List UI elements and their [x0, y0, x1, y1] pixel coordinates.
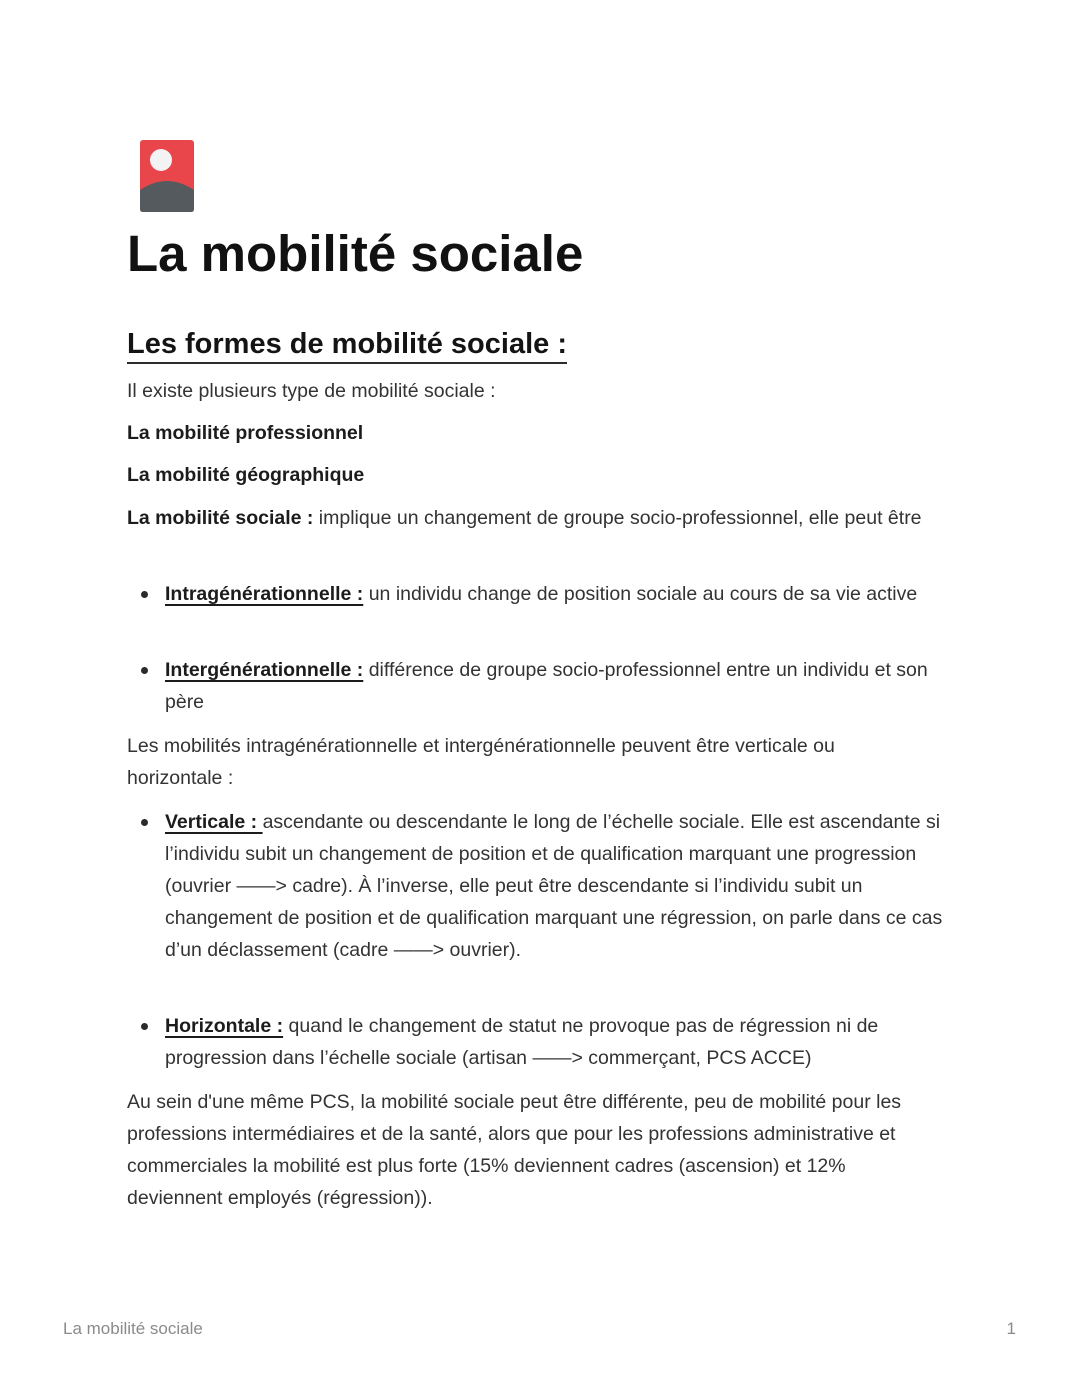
bullet-term: Intragénérationnelle : — [165, 583, 364, 605]
bullet-definition: quand le changement de statut ne provoque pas de régression ni de progression dans l’échelle sociale (artisan ——> commerçant, PCS ACCE) — [165, 1015, 879, 1069]
footer-document-title: La mobilité sociale — [63, 1319, 203, 1338]
social-mobility-term: La mobilité sociale : — [127, 507, 314, 529]
bullet-definition: ascendante ou descendante le long de l’échelle sociale. Elle est ascendante si l’individu subit un changement de position et de qualification marquant une progression (ouvrier ——> cadre). À l’inverse, elle peut être descendante si l’individu subit un changement de position et de qualification marquant une régression, on parle dans ce cas d’un déclassement (cadre ——> ouvrier). — [165, 811, 943, 961]
bullet-intragenerationnelle — [165, 578, 945, 610]
footer-page-number: 1 — [1006, 1319, 1016, 1338]
pcs-paragraph: Au sein d'une même PCS, la mobilité sociale peut être différente, peu de mobilité pour les professions intermédiaires et de la santé, alors que pour les professions administrative et commerciales la mobilité est plus forte (15% deviennent cadres (ascension) et 12% deviennent employés (régression)). — [127, 1091, 902, 1209]
mobilites-paragraph: Les mobilités intragénérationnelle et intergénérationnelle peuvent être verticale ou horizontale : — [127, 735, 835, 789]
bullet-dot — [141, 591, 148, 598]
page-title: La mobilité sociale — [127, 225, 584, 282]
bullet-intergenerationnelle — [165, 654, 945, 718]
bullet-definition: différence de groupe socio-professionnel entre un individu et son père — [165, 659, 928, 713]
intro-paragraph: Il existe plusieurs type de mobilité sociale : — [127, 380, 496, 402]
item-mobilite-geographique: La mobilité géographique — [127, 464, 365, 486]
bullet-definition: un individu change de position sociale au cours de sa vie active — [363, 583, 918, 605]
social-mobility-definition: implique un changement de groupe socio-professionnel, elle peut être — [313, 507, 922, 529]
bullet-verticale — [165, 806, 945, 966]
bullet-dot — [141, 819, 148, 826]
item-mobilite-professionnelle: La mobilité professionnel — [127, 422, 364, 444]
bullet-dot — [141, 1023, 148, 1030]
bullet-dot — [141, 667, 148, 674]
social-mobility-paragraph — [127, 502, 957, 534]
bullet-term: Intergénérationnelle : — [165, 659, 364, 681]
section-heading: Les formes de mobilité sociale : — [127, 328, 567, 364]
bullet-horizontale — [165, 1010, 945, 1074]
bookmark-card-icon — [140, 140, 194, 212]
bullet-term: Horizontale : — [165, 1015, 284, 1037]
bullet-term: Verticale : — [165, 811, 263, 833]
